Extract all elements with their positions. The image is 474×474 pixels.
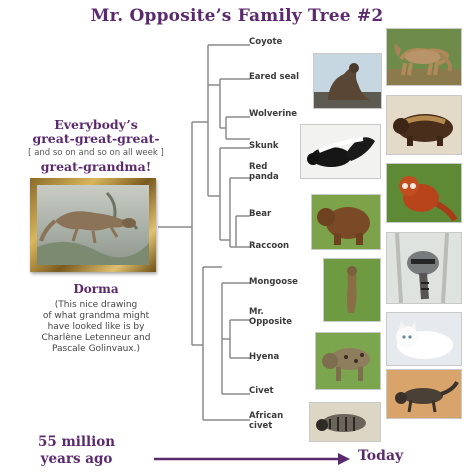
credit-line: Pascale Golinvaux.) bbox=[51, 344, 141, 354]
taxon-raccoon: Raccoon bbox=[249, 241, 290, 251]
taxon-mongoose: Mongoose bbox=[249, 277, 298, 287]
heading-line-1: Everybody’s bbox=[54, 117, 138, 132]
wolverine-photo bbox=[386, 95, 462, 155]
taxon-civet: Civet bbox=[249, 386, 274, 396]
page-title: Mr. Opposite’s Family Tree #2 bbox=[90, 6, 384, 26]
credit-line: have looked like is by bbox=[47, 322, 145, 332]
credit-line: of what grandma might bbox=[42, 311, 150, 321]
credit-line: Charlène Letenneur and bbox=[41, 333, 151, 343]
portrait-name: Dorma bbox=[73, 282, 119, 296]
timeline-arrow bbox=[154, 453, 350, 465]
taxon-eared-seal: Eared seal bbox=[249, 72, 300, 82]
taxon-skunk: Skunk bbox=[249, 141, 279, 151]
civet-photo bbox=[386, 369, 462, 419]
mr-opposite-photo bbox=[386, 312, 462, 366]
coyote-photo bbox=[386, 28, 462, 86]
taxon-african-civet: African civet bbox=[249, 411, 284, 431]
mongoose-photo bbox=[323, 258, 381, 322]
hyena-photo bbox=[315, 332, 381, 390]
heading-line-4: great-grandma! bbox=[40, 159, 152, 174]
taxon-coyote: Coyote bbox=[249, 37, 283, 47]
timeline-end-label: Today bbox=[358, 448, 404, 464]
taxon-wolverine: Wolverine bbox=[249, 109, 298, 119]
timeline-start-label bbox=[38, 434, 115, 468]
tree-branches bbox=[158, 45, 250, 420]
taxon-hyena: Hyena bbox=[249, 352, 280, 362]
raccoon-photo bbox=[386, 232, 462, 304]
eared-seal-photo bbox=[313, 53, 382, 109]
credit-line: (This nice drawing bbox=[54, 300, 138, 310]
heading-line-3: [ and so on and so on all week ] bbox=[28, 148, 164, 158]
taxon-red-panda: Red panda bbox=[249, 162, 279, 182]
heading-line-2: great-great-great- bbox=[32, 131, 160, 146]
skunk-photo bbox=[300, 124, 381, 179]
taxon-bear: Bear bbox=[249, 209, 272, 219]
timeline-start-text: 55 million years ago bbox=[38, 434, 116, 467]
taxon-mr-opposite: Mr. Opposite bbox=[249, 307, 293, 327]
red-panda-photo bbox=[386, 163, 462, 223]
bear-photo bbox=[311, 194, 381, 250]
african-civet-photo bbox=[309, 402, 381, 442]
